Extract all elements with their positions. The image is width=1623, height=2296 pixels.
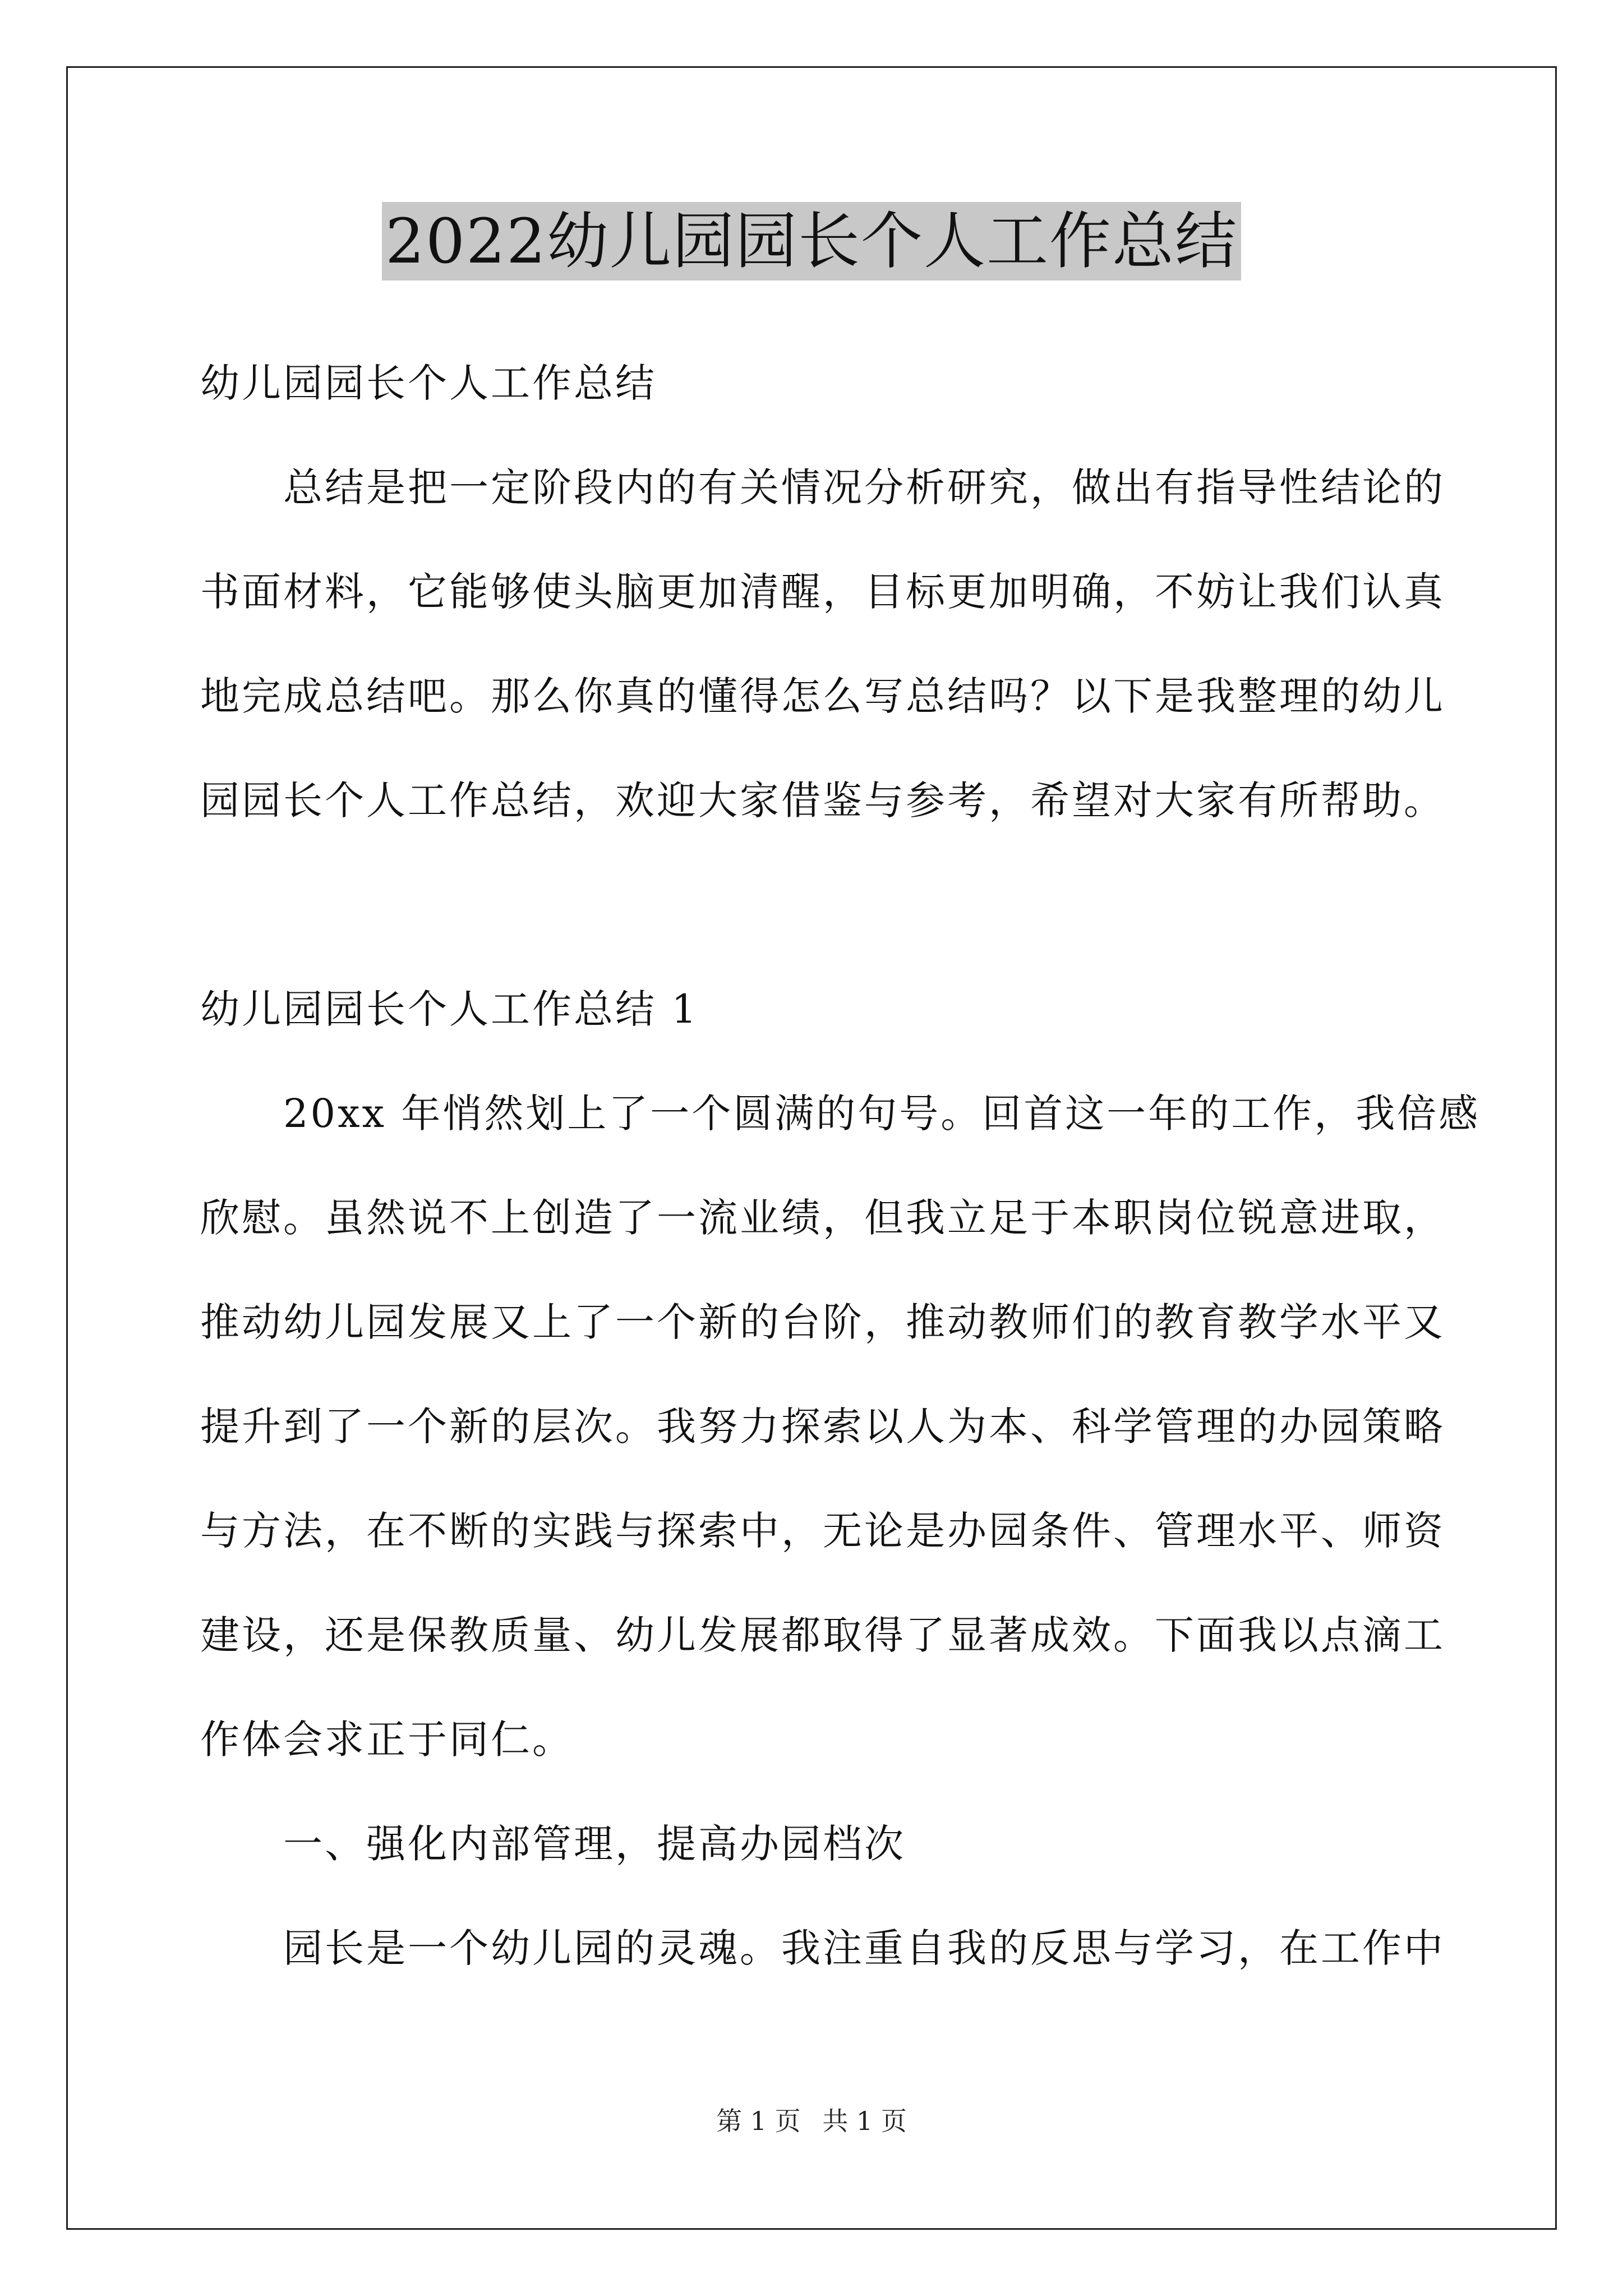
- document-body: [200, 331, 1481, 2000]
- text-line: 作体会求正于同仁。: [200, 1717, 574, 1763]
- blank-line: [200, 853, 1434, 957]
- page-total: 共 1 页: [822, 2106, 907, 2136]
- text-line: 幼儿园园长个人工作总结 1: [200, 986, 699, 1032]
- page-number: 第 1 页: [716, 2106, 801, 2136]
- text-line: 总结是把一定阶段内的有关情况分析研究，做出有指导性结论的: [283, 464, 1445, 510]
- document-title: 2022幼儿园园长个人工作总结: [382, 202, 1241, 280]
- text-line: 园园长个人工作总结，欢迎大家借鉴与参考，希望对大家有所帮助。: [200, 777, 1445, 823]
- title-container: [0, 202, 1623, 280]
- text-line: 与方法，在不断的实践与探索中，无论是办园条件、管理水平、师资: [200, 1508, 1445, 1554]
- text-line: 建设，还是保教质量、幼儿发展都取得了显著成效。下面我以点滴工: [200, 1612, 1445, 1658]
- text-line: 幼儿园园长个人工作总结: [200, 360, 657, 406]
- text-line: 地完成总结吧。那么你真的懂得怎么写总结吗？以下是我整理的幼儿: [200, 673, 1445, 719]
- text-line: 书面材料，它能够使头脑更加清醒，目标更加明确，不妨让我们认真: [200, 569, 1445, 615]
- text-line: 推动幼儿园发展又上了一个新的台阶，推动教师们的教育教学水平又: [200, 1299, 1445, 1345]
- text-line: 园长是一个幼儿园的灵魂。我注重自我的反思与学习，在工作中: [283, 1925, 1445, 1971]
- text-line: 20xx 年悄然划上了一个圆满的句号。回首这一年的工作，我倍感: [283, 1091, 1481, 1137]
- page-footer: [0, 2101, 1623, 2138]
- text-line: 提升到了一个新的层次。我努力探索以人为本、科学管理的办园策略: [200, 1404, 1445, 1450]
- text-line: 一、强化内部管理，提高办园档次: [283, 1821, 906, 1867]
- text-line: 欣慰。虽然说不上创造了一流业绩，但我立足于本职岗位锐意进取，: [200, 1195, 1445, 1241]
